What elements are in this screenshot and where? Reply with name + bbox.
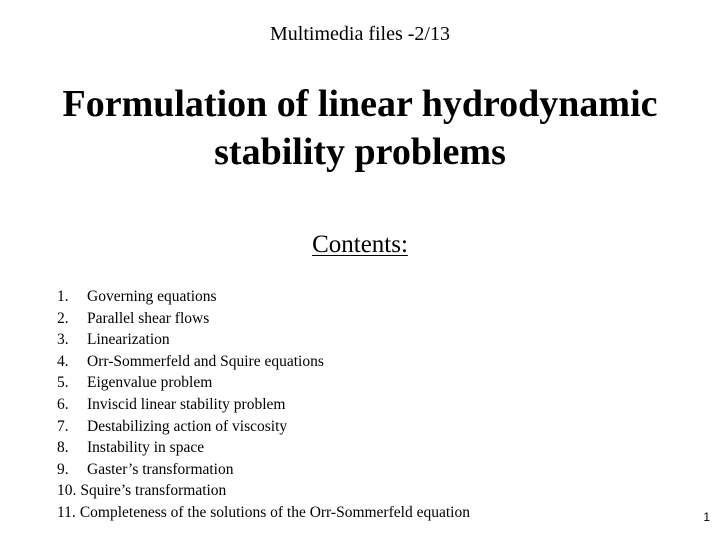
contents-list bbox=[57, 286, 470, 524]
slide-title-line-1: Formulation of linear hydrodynamic bbox=[62, 83, 658, 125]
list-item-text: Governing equations bbox=[87, 288, 217, 305]
slide-title bbox=[0, 80, 720, 176]
list-item-number: 9. bbox=[57, 460, 69, 478]
list-item bbox=[57, 351, 470, 373]
list-item bbox=[57, 308, 470, 330]
list-item bbox=[57, 459, 470, 481]
list-item-number: 2. bbox=[57, 309, 69, 327]
list-item bbox=[57, 502, 470, 524]
page-number: 1 bbox=[703, 510, 710, 524]
list-item bbox=[57, 372, 470, 394]
list-item-number: 1. bbox=[57, 288, 69, 305]
list-item-text: Linearization bbox=[87, 331, 170, 349]
list-item-number: 4. bbox=[57, 352, 69, 370]
list-item-text: Inviscid linear stability problem bbox=[87, 395, 286, 413]
list-item-text: Parallel shear flows bbox=[87, 309, 210, 327]
list-item bbox=[57, 480, 470, 502]
list-item-text: Completeness of the solutions of the Orr-Sommerfeld equation bbox=[79, 503, 470, 521]
contents-heading bbox=[0, 230, 720, 260]
list-item-text: Destabilizing action of viscosity bbox=[87, 417, 288, 435]
slide-title-line-2: stability problems bbox=[214, 131, 506, 173]
list-item-number: 11. bbox=[57, 503, 76, 521]
slide-supertitle: Multimedia files -2/13 bbox=[270, 23, 450, 45]
list-item bbox=[57, 286, 470, 308]
list-item-number: 3. bbox=[57, 331, 69, 349]
list-item-text: Orr-Sommerfeld and Squire equations bbox=[87, 352, 324, 370]
list-item-number: 7. bbox=[57, 417, 69, 435]
list-item-text: Instability in space bbox=[87, 439, 205, 457]
list-item-number: 5. bbox=[57, 374, 69, 392]
list-item bbox=[57, 416, 470, 438]
list-item-number: 6. bbox=[57, 395, 69, 413]
contents-heading-text: Contents: bbox=[312, 231, 408, 258]
list-item bbox=[57, 329, 470, 351]
list-item bbox=[57, 394, 470, 416]
list-item-number: 10. bbox=[57, 482, 77, 500]
list-item-text: Gaster’s transformation bbox=[87, 460, 234, 478]
list-item bbox=[57, 437, 470, 459]
list-item-text: Eigenvalue problem bbox=[87, 374, 213, 392]
list-item-text: Squire’s transformation bbox=[80, 482, 227, 500]
list-item-number: 8. bbox=[57, 439, 69, 457]
